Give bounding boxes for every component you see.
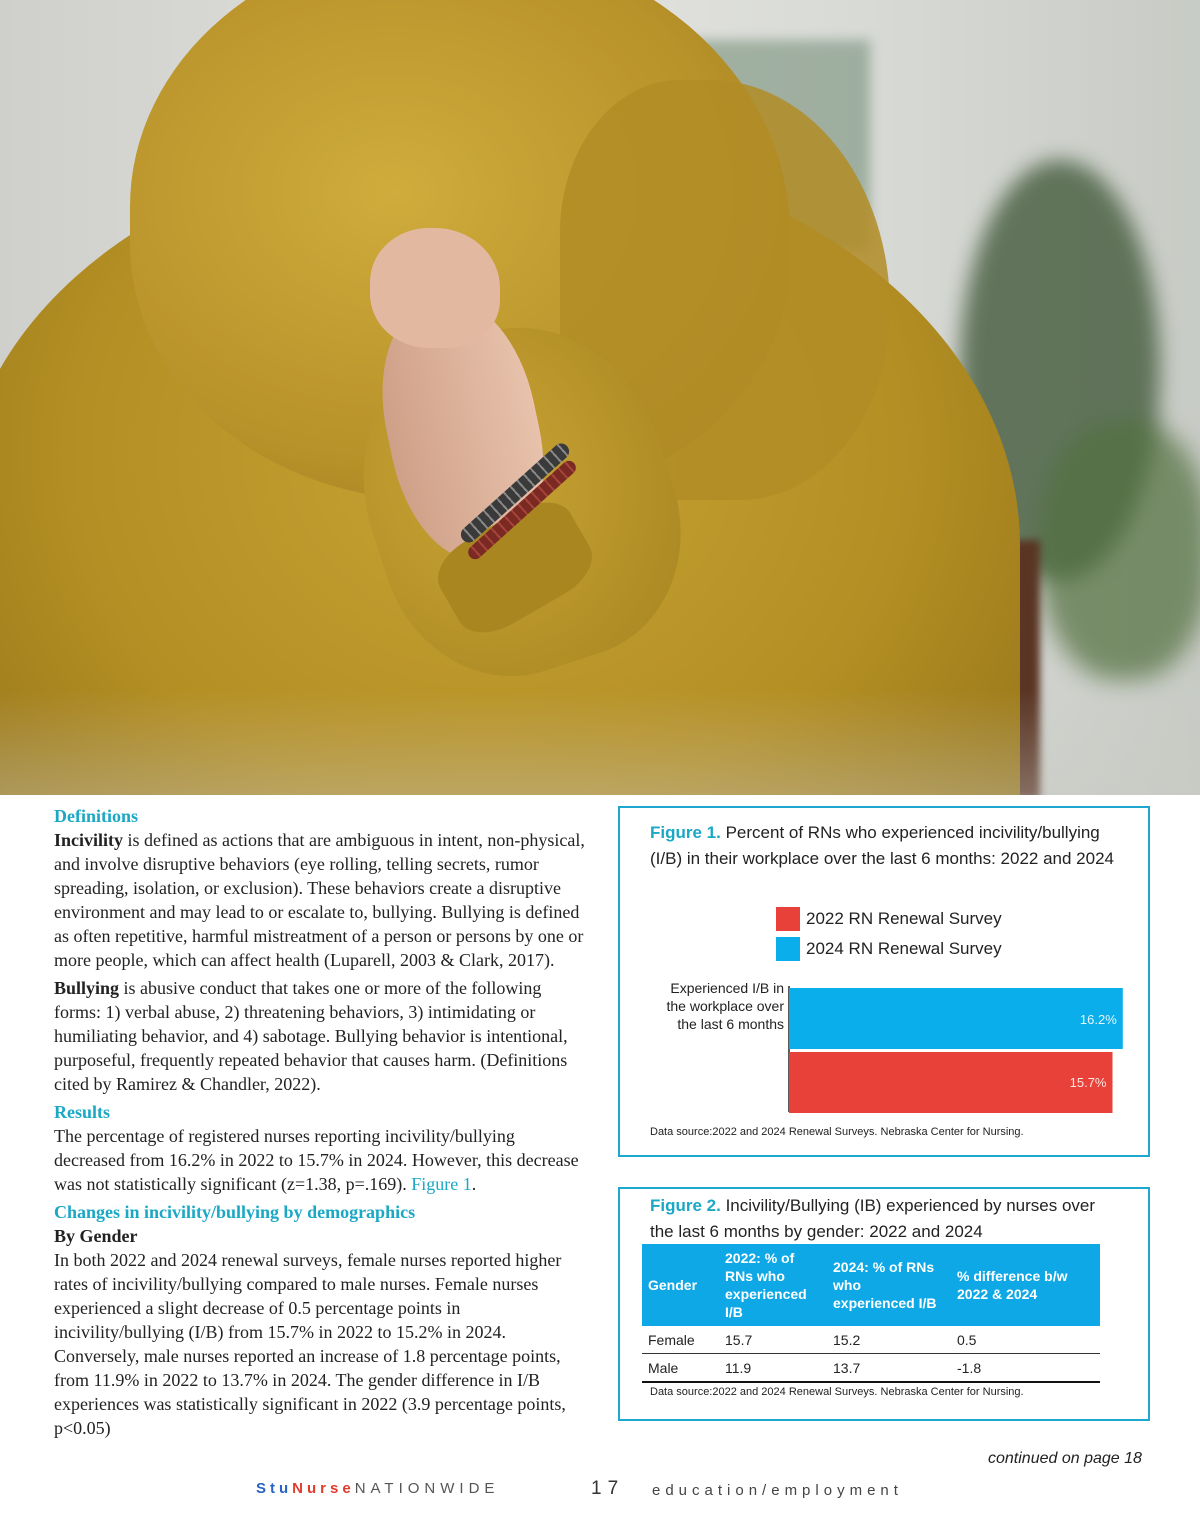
table-cell: Female [642, 1326, 719, 1354]
brand-nurse: Nurse [292, 1480, 355, 1497]
bullying-definition [54, 976, 589, 1096]
table-header-2024: 2024: % of RNs who experienced I/B [827, 1244, 951, 1326]
figure1-link[interactable]: Figure 1 [411, 1174, 472, 1194]
results-paragraph [54, 1124, 589, 1196]
article-column [54, 804, 589, 1440]
gender-paragraph: In both 2022 and 2024 renewal surveys, female nurses reported higher rates of incivility/bullying compared to male nurses. Female nurses experienced a slight decrease of 0.5 percentage points in incivility/bullying (I/B) from 15.7% in 2022 to 15.2% in 2024. Conversely, male nurses reported an increase of 1.8 percentage points, from 11.9% in 2022 to 13.7% in 2024. The gender difference in I/B experiences was statistically significant in 2022 (3.9 percentage points, p<0.05) [54, 1250, 566, 1438]
table-cell: 11.9 [719, 1354, 827, 1383]
table-row [642, 1354, 1100, 1383]
table-header-row [642, 1244, 1100, 1326]
bullying-text: is abusive conduct that takes one or more of the following forms: 1) verbal abuse, 2) threatening behaviors, 3) intimidating or humiliating behavior, and 4) sabotage. Bullying behavior is intentional, purposeful, frequently repeated behavior that causes harm. (Definitions cited by Ramirez & Chandler, 2022). [54, 978, 568, 1094]
figure1-title [650, 820, 1120, 872]
figure2-source: Data source:2022 and 2024 Renewal Surveys. Nebraska Center for Nursing. [650, 1386, 1024, 1398]
legend-label-2022: 2022 RN Renewal Survey [806, 909, 1002, 928]
incivility-definition [54, 828, 589, 972]
table-cell: 15.7 [719, 1326, 827, 1354]
publication-brand [256, 1480, 499, 1504]
continued-note: continued on page 18 [988, 1450, 1142, 1467]
chart-legend [776, 904, 1002, 964]
figure1-source: Data source:2022 and 2024 Renewal Surveys. Nebraska Center for Nursing. [650, 1126, 1024, 1138]
bar-2024 [789, 988, 1123, 1049]
results-text: The percentage of registered nurses reporting incivility/bullying decreased from 16.2% in 2022 to 15.7% in 2024. However, this decrease was not statistically significant (z=1.38, p=.169). [54, 1126, 579, 1194]
results-heading: Results [54, 1102, 111, 1122]
table-cell: 15.2 [827, 1326, 951, 1354]
bar-label-2024: 16.2% [1079, 1012, 1117, 1027]
table-cell: 0.5 [951, 1326, 1100, 1354]
legend-item-2024 [776, 934, 1002, 964]
table-header-difference: % difference b/w 2022 & 2024 [951, 1244, 1100, 1326]
figure2-box [618, 1187, 1150, 1421]
bullying-term: Bullying [54, 978, 120, 998]
category-label-line-3: the last 6 months [677, 1016, 784, 1032]
gender-table [642, 1244, 1100, 1383]
gender-subheading: By Gender [54, 1226, 138, 1246]
table-cell: -1.8 [951, 1354, 1100, 1383]
figure1-label: Figure 1. [650, 823, 721, 842]
legend-swatch-2024 [776, 937, 800, 961]
incivility-term: Incivility [54, 830, 124, 850]
bar-label-2022: 15.7% [1069, 1075, 1107, 1090]
legend-label-2024: 2024 RN Renewal Survey [806, 939, 1002, 958]
page-number: 17 [591, 1478, 625, 1499]
figure2-title [650, 1193, 1120, 1245]
table-header-gender: Gender [642, 1244, 719, 1326]
section-name: education/employment [652, 1482, 903, 1499]
figure1-box [618, 806, 1150, 1157]
brand-stu: Stu [256, 1480, 293, 1497]
category-label-line-2: the workplace over [666, 998, 784, 1014]
table-cell: Male [642, 1354, 719, 1383]
table-cell: 13.7 [827, 1354, 951, 1383]
results-period: . [471, 1174, 477, 1194]
figure2-caption: Incivility/Bullying (IB) experienced by nurses over the last 6 months by gender: 2022 and 2024 [650, 1196, 1096, 1241]
figure2-label: Figure 2. [650, 1196, 721, 1215]
definitions-heading: Definitions [54, 806, 139, 826]
category-label-line-1: Experienced I/B in [670, 980, 784, 996]
table-row [642, 1326, 1100, 1354]
figure1-caption: Percent of RNs who experienced incivility/bullying (I/B) in their workplace over the last 6 months: 2022 and 2024 [650, 823, 1114, 868]
bar-chart [620, 978, 1148, 1118]
bar-2022 [789, 1052, 1113, 1113]
demographics-heading: Changes in incivility/bullying by demographics [54, 1202, 416, 1222]
table-header-2022: 2022: % of RNs who experienced I/B [719, 1244, 827, 1326]
brand-nationwide: NATIONWIDE [354, 1480, 500, 1497]
legend-swatch-2022 [776, 907, 800, 931]
legend-item-2022 [776, 904, 1002, 934]
incivility-text: is defined as actions that are ambiguous in intent, non-physical, and involve disruptive behaviors (eye rolling, telling secrets, rumor spreading, isolation, or exclusion). These behaviors create a disruptive environment and may lead to or escalate to, bullying. Bullying is defined as often repetitive, harmful mistreatment of a person or persons by one or more people, which can affect health (Luparell, 2003 & Clark, 2017). [54, 830, 585, 970]
